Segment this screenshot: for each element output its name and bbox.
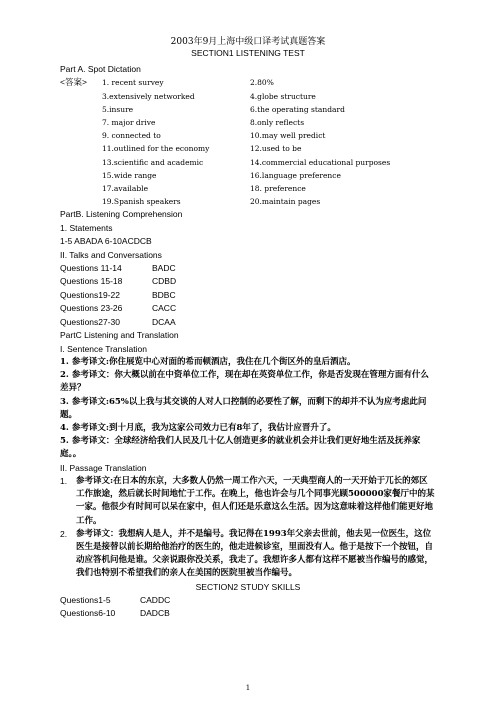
sentence-translation: 3. 参考译文:65%以上我与其交谈的人对人口控制的必要性了解，而剩下的却并不认为应考虑此问题。: [60, 396, 427, 420]
statements-answers: 1-5 ABADA 6-10ACDCB: [60, 236, 152, 247]
dictation-answer: 12.used to be: [250, 144, 302, 154]
dictation-answer: 5.insure: [102, 104, 134, 114]
question-row: [60, 607, 436, 620]
passage-text: 参考译文：我想病人是人，并不是编号。我记得在1993年父亲去世前，他去见一位医生，这位医生是接替以前长期给他治疗的医生的，他走进候诊室，里面没有人。他于是按下一个按钮，自动应答机问他是谁。父亲说跟你没关系，我走了。我想许多人都有这样不愿被当作编号的感觉，我们也特别不希望我们的亲人在美国的医院里被当作编号。: [76, 528, 434, 579]
question-row: [60, 316, 436, 329]
statements-heading: 1. Statements: [60, 222, 113, 233]
dictation-answer: 16.language preference: [250, 170, 341, 180]
dictation-lead: <答案>: [60, 77, 87, 88]
question-answers: CACC: [152, 303, 177, 314]
question-row: [60, 275, 436, 288]
question-range: Questions 11-14: [60, 263, 122, 274]
dictation-lead: [60, 116, 102, 129]
dictation-answer: 20.maintain pages: [250, 197, 321, 207]
dictation-answer: 3.extensively networked: [102, 91, 195, 101]
part-a-heading: Part A. Spot Dictation: [60, 64, 141, 74]
study-skills-answers: [60, 594, 436, 621]
question-range: Questions27-30: [60, 316, 121, 327]
dictation-answer: 14.commercial educational purposes: [250, 157, 391, 167]
dictation-row: [60, 169, 436, 182]
section1-heading: SECTION1 LISTENING TEST: [191, 48, 305, 58]
dictation-lead: [60, 142, 102, 155]
question-row: [60, 594, 436, 607]
passage-number: 1.: [60, 475, 68, 486]
dictation-lead: [60, 195, 102, 208]
question-range: Questions 15-18: [60, 276, 123, 287]
question-row: [60, 289, 436, 302]
part-b-heading: PartB. Listening Comprehension: [60, 209, 183, 220]
dictation-row: [60, 103, 436, 116]
dictation-answer: 18. preference: [250, 184, 306, 194]
passage-item: [60, 528, 436, 581]
dictation-lead: [60, 90, 102, 103]
question-row: [60, 262, 436, 275]
talks-heading: II. Talks and Conversations: [60, 249, 162, 260]
dictation-row: [60, 116, 436, 129]
dictation-lead: [60, 182, 102, 195]
sentence-translations: [60, 356, 436, 462]
dictation-row: [60, 182, 436, 195]
document-title: 2003年9月上海中级口译考试真题答案: [170, 37, 326, 47]
passage-translation-heading: II. Passage Translation: [60, 462, 147, 473]
dictation-row: [60, 76, 436, 89]
dictation-answer: 8.only reflects: [250, 118, 305, 128]
question-range: Questions19-22: [60, 289, 121, 300]
dictation-lead: [60, 156, 102, 169]
dictation-row: [60, 195, 436, 208]
sentence-translation: 2. 参考译文：你大概以前在中资单位工作，现在却在英资单位工作，你是否发现在管理方面有什么差异？: [60, 370, 429, 394]
sentence-translation: 4. 参考译文:到十月底，我为这家公司效力已有8年了，我估计应晋升了。: [60, 422, 336, 433]
dictation-row: [60, 156, 436, 169]
passage-translations: [60, 475, 436, 581]
section2-heading: SECTION2 STUDY SKILLS: [195, 581, 301, 592]
dictation-row: [60, 90, 436, 103]
question-range: Questions6-10: [60, 608, 116, 619]
talks-answers: [60, 262, 436, 329]
passage-text: 参考译文:在日本的东京，大多数人仍然一周工作六天，一天典型商人的一天开始于兀长的郊区工作旅途，然后就长时间地忙于工作。在晚上，他也许会与几个同事光顾500000家餐厅中的某一家。他很少有时间可以呆在家中，但人们还是乐意这么生活。因为这意味着这样他们能更好地工作。: [76, 475, 435, 526]
dictation-answer: 10.may well predict: [250, 131, 326, 141]
dictation-lead: [60, 129, 102, 142]
spot-dictation-answers: [60, 76, 436, 208]
sentence-translation: 5. 参考译文：全球经济给我们人民及几十亿人创造更多的就业机会并让我们更好地生活及抚养家庭。。: [60, 436, 421, 460]
page-number: 1: [245, 684, 251, 692]
passage-number: 2.: [60, 528, 68, 539]
dictation-answer: 2.80%: [250, 78, 274, 88]
dictation-answer: 1. recent survey: [102, 78, 164, 88]
question-answers: CADDC: [140, 594, 171, 605]
dictation-answer: 19.Spanish speakers: [102, 197, 181, 207]
dictation-answer: 15.wide range: [102, 170, 157, 180]
dictation-row: [60, 142, 436, 155]
dictation-answer: 7. major drive: [102, 118, 156, 128]
question-answers: DCAA: [152, 316, 176, 327]
part-c-heading: PartC Listening and Translation: [60, 330, 179, 341]
question-row: [60, 302, 436, 315]
question-range: Questions 23-26: [60, 303, 123, 314]
question-range: Questions1-5: [60, 594, 111, 605]
sentence-translation: 1. 参考译文:你住展览中心对面的希而顿酒店，我住在几个街区外的皇后酒店。: [60, 356, 356, 367]
passage-item: [60, 475, 436, 528]
dictation-answer: 13.scientific and academic: [102, 157, 204, 167]
dictation-row: [60, 129, 436, 142]
question-answers: BADC: [152, 263, 176, 274]
dictation-answer: 11.outlined for the economy: [102, 144, 210, 154]
dictation-answer: 4.globe structure: [250, 91, 316, 101]
question-answers: BDBC: [152, 289, 176, 300]
sentence-translation-heading: I. Sentence Translation: [60, 343, 147, 354]
dictation-answer: 9. connected to: [102, 131, 161, 141]
dictation-lead: [60, 103, 102, 116]
question-answers: DADCB: [140, 608, 170, 619]
dictation-lead: [60, 169, 102, 182]
dictation-answer: 6.the operating standard: [250, 104, 345, 114]
question-answers: CDBD: [152, 276, 177, 287]
dictation-answer: 17.available: [102, 184, 149, 194]
